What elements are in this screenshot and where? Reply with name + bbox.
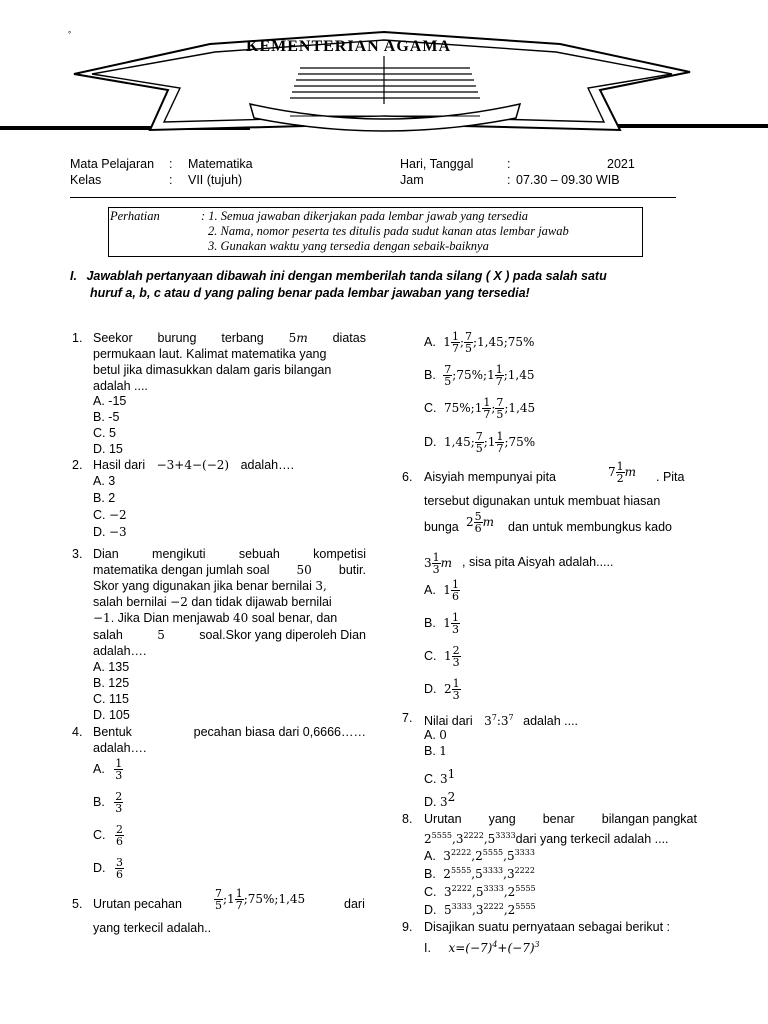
q6-text: dan untuk membungkus kado: [508, 520, 672, 534]
q3-text: soal benar, dan: [251, 611, 338, 625]
fraction-numerator: 7: [475, 430, 483, 443]
option-label: D.: [424, 903, 437, 917]
mixed-whole: 1: [227, 891, 235, 906]
fraction-numerator: 2: [452, 644, 460, 657]
mixed-whole: 2: [443, 681, 452, 696]
separator: ,: [452, 832, 456, 846]
q1-line-3: betul jika dimasukkan dalam garis bilangan: [93, 363, 332, 377]
fraction-denominator: 6: [474, 522, 482, 535]
section-instructions: [70, 268, 607, 302]
fraction-numerator: 7: [464, 330, 472, 343]
fraction-denominator: 5: [444, 375, 452, 388]
fraction-denominator: 5: [475, 442, 483, 455]
option-value: 2: [108, 491, 116, 505]
q1-word: terbang: [221, 331, 264, 345]
class-label: Kelas: [70, 173, 102, 187]
notice-item-2: 2. Nama, nomor peserta tes ditulis pada sudut kanan atas lembar jawab: [208, 224, 569, 238]
option-b[interactable]: [93, 791, 123, 814]
option-c[interactable]: C. $3^{2222},5^{3333},2^{5555}$: [424, 884, 536, 899]
exponent: 5555: [450, 866, 472, 875]
option-rest: ;1,45;75%: [472, 334, 535, 349]
q3-word: mengikuti: [152, 547, 206, 561]
exponent: 2222: [463, 831, 484, 840]
mixed-whole: 1: [443, 334, 451, 349]
q6-text: , sisa pita Aisyah adalah.....: [462, 555, 614, 569]
question-number: 5.: [72, 897, 83, 911]
option-b[interactable]: [93, 490, 115, 506]
base: 5: [506, 849, 515, 863]
q3-text: . Jika Dian menjawab: [110, 611, 230, 625]
option-a[interactable]: [424, 331, 534, 354]
class-sep: :: [169, 173, 173, 187]
option-value: −3: [108, 525, 127, 539]
mixed-whole: 1: [443, 648, 452, 663]
base: 5: [487, 832, 496, 846]
option-label: C.: [424, 885, 437, 899]
q3-text: dan tidak dijawab bernilai: [191, 595, 332, 609]
option-b[interactable]: [424, 612, 460, 635]
q3-number: 5: [157, 628, 165, 642]
fraction-denominator: 2: [616, 472, 624, 485]
fraction-denominator: 6: [115, 868, 123, 881]
mixed-whole: 1: [443, 615, 451, 630]
option-label: C.: [93, 426, 106, 440]
q6-text: Aisyiah mempunyai pita: [424, 470, 557, 484]
option-prefix: 75%;: [443, 400, 475, 415]
base: 3: [475, 903, 484, 917]
fraction-denominator: 5: [215, 899, 222, 912]
mixed-whole: 1: [487, 367, 495, 382]
option-c[interactable]: [424, 645, 461, 668]
fraction-numerator: 1: [235, 887, 243, 900]
q4-text: pecahan biasa dari 0,6666……: [193, 725, 366, 739]
option-c[interactable]: [93, 425, 116, 441]
q3-number: 40: [233, 611, 249, 625]
option-value: -5: [108, 410, 120, 424]
q3-text: matematika dengan jumlah soal: [93, 563, 270, 577]
q5-expression: [214, 888, 305, 911]
separator: :: [496, 714, 501, 728]
option-value: 125: [108, 676, 130, 690]
option-label: B.: [93, 410, 105, 424]
separator: ;: [223, 891, 228, 906]
question-number: 2.: [72, 458, 83, 472]
subject-sep: :: [169, 157, 173, 171]
base: 3: [506, 867, 515, 881]
option-rest: ;75%: [504, 434, 536, 449]
subject-label: Mata Pelajaran: [70, 157, 155, 171]
q3-text: butir.: [338, 563, 366, 577]
question-number: 4.: [72, 725, 83, 739]
q1-number: 5: [288, 331, 297, 345]
option-value: 3: [108, 474, 116, 488]
q3-word: kompetisi: [313, 547, 366, 561]
notice-box: [108, 207, 643, 257]
q6-length-2: [466, 511, 494, 534]
option-value: 0: [439, 728, 447, 742]
option-a[interactable]: [93, 393, 126, 409]
q5-text: yang terkecil adalah..: [93, 921, 212, 935]
option-label: A.: [93, 394, 105, 408]
section-line-2: huruf a, b, c atau d yang paling benar pada lembar jawaban yang tersedia!: [90, 286, 530, 300]
q4-text: Bentuk: [93, 725, 132, 739]
option-label: C.: [93, 692, 106, 706]
exponent: 5555: [431, 831, 452, 840]
option-d[interactable]: D. $5^{3333},3^{2222},2^{5555}$: [424, 902, 536, 917]
option-value: 105: [108, 708, 130, 722]
fraction-denominator: 3: [432, 563, 440, 576]
exponent: 5555: [515, 884, 536, 893]
fraction-numerator: 2: [115, 823, 123, 836]
q3-text: adalah….: [93, 644, 147, 658]
q3-number: −2: [170, 595, 188, 609]
q8-text: benar: [542, 812, 575, 826]
exponent: 3333: [514, 848, 535, 857]
option-label: B.: [93, 794, 105, 809]
mixed-whole: 2: [466, 514, 474, 529]
exponent: 1: [447, 767, 456, 781]
unit: m: [440, 555, 453, 570]
question-number: 8.: [402, 812, 413, 826]
q1-word: Seekor: [93, 331, 133, 345]
option-value: 15: [108, 442, 123, 456]
exponent: 7: [508, 713, 514, 722]
option-label: A.: [424, 728, 436, 742]
option-d[interactable]: [93, 857, 124, 880]
option-label: D.: [424, 434, 437, 449]
option-label: A.: [93, 761, 105, 776]
fraction-denominator: 3: [452, 656, 460, 669]
separator: ;: [491, 400, 496, 415]
notice-item-1: : 1. Semua jawaban dikerjakan pada lembar jawab yang tersedia: [201, 209, 529, 223]
option-label: D.: [93, 860, 106, 875]
fraction-denominator: 7: [451, 342, 459, 355]
option-label: C.: [93, 508, 106, 522]
option-a[interactable]: A. $3^{2222},2^{5555},5^{3333}$: [424, 848, 535, 863]
q3-text: salah: [93, 628, 123, 642]
day-value: 2021: [607, 157, 635, 171]
q3-text: salah bernilai: [93, 595, 167, 609]
separator: ;: [459, 334, 464, 349]
option-label: D.: [424, 681, 437, 696]
option-label: C.: [424, 648, 437, 663]
option-d[interactable]: [424, 431, 535, 454]
q1-word: diatas: [332, 331, 366, 345]
option-c[interactable]: [93, 824, 124, 847]
base: 2: [507, 903, 516, 917]
section-line-1: Jawablah pertanyaan dibawah ini dengan memberilah tanda silang ( X ) pada salah satu: [86, 269, 607, 283]
option-value: -15: [108, 394, 127, 408]
notice-label: Perhatian: [110, 209, 160, 223]
option-value: 1: [439, 744, 447, 758]
q3-number: 3,: [315, 579, 327, 593]
option-b[interactable]: [93, 409, 119, 425]
q7-text: Nilai dari: [424, 714, 473, 728]
base: 5: [475, 867, 483, 881]
mixed-whole: 1: [443, 582, 451, 597]
fraction-numerator: 1: [483, 396, 491, 409]
q8-text: bilangan pangkat: [601, 812, 697, 826]
separator: ,: [483, 832, 488, 846]
fraction-numerator: 5: [474, 510, 482, 523]
option-label: D.: [93, 525, 106, 539]
exponent: 2222: [483, 902, 504, 911]
option-a[interactable]: [93, 758, 123, 781]
option-label: A.: [424, 582, 436, 597]
q6-length-3: [424, 552, 452, 575]
exponent: 7: [491, 713, 497, 722]
fraction-denominator: 3: [452, 689, 460, 702]
header-divider: [70, 197, 676, 198]
fraction-numerator: 1: [115, 757, 123, 770]
fraction-numerator: 7: [215, 887, 222, 900]
q3-text: Skor yang digunakan jika benar bernilai: [93, 579, 312, 593]
q5-text: Urutan pecahan: [93, 897, 182, 911]
option-value: −2: [108, 508, 127, 522]
q6-text: bunga: [424, 520, 459, 534]
fraction-numerator: 1: [451, 611, 459, 624]
option-b[interactable]: B. $2^{5555},5^{3333},3^{2222}$: [424, 866, 535, 881]
option-b[interactable]: [424, 743, 447, 759]
base: 3: [500, 714, 509, 728]
base: 3: [443, 849, 451, 863]
option-label: C.: [424, 400, 437, 415]
exponent: 2222: [450, 848, 472, 857]
exponent: 3333: [495, 831, 516, 840]
time-label: Jam: [400, 173, 424, 187]
option-label: A.: [424, 849, 436, 863]
exponent: 2222: [514, 866, 535, 875]
question-number: 1.: [72, 331, 83, 345]
q9-text: Disajikan suatu pernyataan sebagai berikut :: [424, 920, 670, 934]
q2-expression: −3+4−(−2): [156, 458, 230, 472]
option-label: C.: [424, 772, 437, 787]
q1-word: burung: [157, 331, 197, 345]
option-label: B.: [93, 491, 105, 505]
option-label: D.: [424, 795, 437, 810]
q8-text: Urutan: [424, 812, 462, 826]
fraction-numerator: 1: [616, 460, 624, 473]
option-c[interactable]: [93, 507, 127, 523]
subject-value: Matematika: [188, 157, 253, 171]
q7-expression: [484, 714, 514, 728]
option-c[interactable]: [424, 397, 535, 420]
option-a[interactable]: [93, 659, 129, 675]
separator: ;75%;: [452, 367, 488, 382]
q3-word: Dian: [93, 547, 119, 561]
fraction-denominator: 7: [496, 442, 504, 455]
base: 3: [484, 714, 492, 728]
fraction-denominator: 3: [115, 769, 123, 782]
fraction-numerator: 3: [115, 856, 123, 869]
option-value: 5: [108, 426, 116, 440]
fraction-numerator: 1: [432, 551, 440, 564]
header-logo: [0, 26, 768, 136]
option-c[interactable]: [424, 766, 455, 788]
base: 5: [475, 885, 484, 899]
option-value: 115: [108, 692, 129, 706]
option-label: D.: [93, 442, 106, 456]
fraction-denominator: 7: [483, 408, 491, 421]
option-a[interactable]: [93, 473, 115, 489]
option-label: B.: [93, 676, 105, 690]
unit: m: [482, 514, 495, 529]
option-label: C.: [93, 827, 106, 842]
time-sep: :: [507, 173, 511, 187]
q2-text: Hasil dari: [93, 458, 146, 472]
option-label: A.: [424, 334, 436, 349]
question-number: 9.: [402, 920, 413, 934]
option-value: 135: [108, 660, 130, 674]
q7-text: adalah ....: [523, 714, 579, 728]
question-number: 7.: [402, 711, 413, 725]
option-label: B.: [424, 367, 436, 382]
q8-text: dari yang terkecil adalah ....: [515, 832, 669, 846]
q5-rest: ;75%;1,45: [243, 891, 306, 906]
base: 2: [443, 867, 451, 881]
fraction-denominator: 7: [495, 375, 503, 388]
option-a[interactable]: [424, 579, 460, 602]
exponent: 3333: [451, 902, 472, 911]
unit: m: [624, 464, 637, 479]
fraction-denominator: 3: [115, 802, 123, 815]
fraction-numerator: 7: [444, 363, 452, 376]
fraction-numerator: 1: [496, 430, 504, 443]
q8-text: yang: [488, 812, 516, 826]
mixed-whole: 7: [608, 464, 616, 479]
option-c[interactable]: [93, 691, 129, 707]
fraction-denominator: 5: [464, 342, 472, 355]
fraction-numerator: 1: [452, 677, 460, 690]
statement-label: I.: [424, 941, 431, 955]
option-label: A.: [93, 474, 105, 488]
q3-word: sebuah: [238, 547, 280, 561]
q1-unit: m: [296, 331, 308, 345]
base: 3: [443, 885, 452, 899]
option-rest: ;1,45: [503, 367, 535, 382]
option-d[interactable]: [424, 678, 461, 701]
fraction-numerator: 1: [451, 330, 459, 343]
q5-text: dari: [344, 897, 365, 911]
q1-line-4: adalah ....: [93, 379, 148, 393]
base: 3: [455, 832, 464, 846]
day-label: Hari, Tanggal: [400, 157, 474, 171]
option-label: B.: [424, 867, 436, 881]
header-title: KEMENTERIAN AGAMA: [246, 38, 452, 55]
option-a[interactable]: [424, 727, 447, 743]
question-number: 6.: [402, 470, 413, 484]
base: 2: [507, 885, 516, 899]
mixed-whole: 1: [474, 400, 483, 415]
q3-number: 50: [296, 563, 312, 577]
fraction-denominator: 5: [496, 408, 504, 421]
corner-mark: °: [68, 30, 72, 39]
statement-expression: x=(−7): [448, 941, 493, 955]
option-d[interactable]: [93, 707, 130, 723]
separator: ;: [483, 434, 488, 449]
base: 5: [443, 903, 452, 917]
exponent: 3: [534, 940, 540, 949]
section-number: I.: [70, 269, 77, 283]
base: 2: [424, 832, 432, 846]
statement-1: [424, 937, 540, 956]
fraction-numerator: 1: [451, 578, 459, 591]
exponent: 3333: [482, 866, 504, 875]
fraction-numerator: 7: [496, 396, 504, 409]
option-b[interactable]: [424, 364, 534, 387]
exponent: 3333: [483, 884, 504, 893]
mixed-whole: 3: [424, 555, 432, 570]
option-label: B.: [424, 615, 436, 630]
fraction-denominator: 6: [451, 590, 459, 603]
day-sep: :: [507, 157, 511, 171]
option-d[interactable]: [424, 789, 455, 811]
time-value: 07.30 – 09.30 WIB: [516, 173, 620, 187]
q6-text: tersebut digunakan untuk membuat hiasan: [424, 494, 661, 508]
q2-text: adalah….: [240, 458, 295, 472]
question-number: 3.: [72, 547, 83, 561]
fraction-denominator: 3: [451, 623, 459, 636]
option-value: 3: [439, 772, 448, 787]
exponent: 5555: [482, 848, 504, 857]
q6-length-1: [608, 461, 636, 484]
q8-series: [424, 832, 516, 846]
fraction-denominator: 6: [115, 835, 123, 848]
q6-text: . Pita: [656, 470, 685, 484]
option-label: A.: [93, 660, 105, 674]
option-value: 3: [439, 795, 448, 810]
exponent: 5555: [515, 902, 536, 911]
fraction-denominator: 7: [235, 899, 243, 912]
option-d[interactable]: [93, 524, 127, 540]
option-prefix: 1,45;: [443, 434, 475, 449]
exponent: 4: [492, 940, 498, 949]
option-rest: ;1,45: [504, 400, 536, 415]
base: 2: [475, 849, 483, 863]
notice-item-3: 3. Gunakan waktu yang tersedia dengan sebaik-baiknya: [208, 239, 489, 253]
q3-text: soal.Skor yang diperoleh Dian: [199, 628, 366, 642]
statement-expression: +(−7): [497, 941, 535, 955]
option-label: D.: [93, 708, 106, 722]
fraction-numerator: 1: [495, 363, 503, 376]
q3-number: −1: [93, 611, 111, 625]
fraction-numerator: 2: [115, 790, 123, 803]
exponent: 2222: [451, 884, 472, 893]
class-value: VII (tujuh): [188, 173, 243, 187]
mixed-whole: 1: [487, 434, 496, 449]
option-d[interactable]: [93, 441, 123, 457]
option-label: B.: [424, 744, 436, 758]
option-b[interactable]: [93, 675, 129, 691]
exponent: 2: [447, 790, 456, 804]
q4-text: adalah….: [93, 741, 147, 755]
q1-line-2: permukaan laut. Kalimat matematika yang: [93, 347, 327, 361]
